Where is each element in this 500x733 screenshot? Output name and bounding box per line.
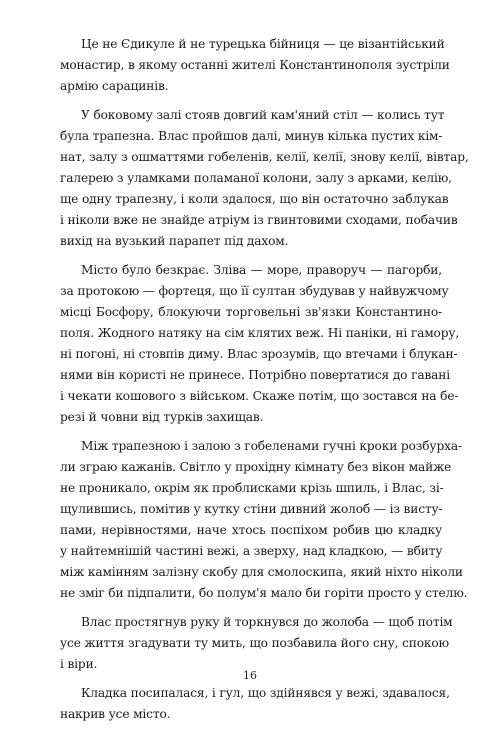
text-line: місці Босфору, блокуючи торговельні зв'язки Константино- [60,305,442,319]
page-number: 16 [243,669,257,682]
text-line: нат, залу з ошматтями гобеленів, келії, келії, знову келії, вівтар, [60,150,469,164]
text-line: і ніколи вже не знайде атріум із гвинтовими сходами, побачив [60,213,458,227]
text-line: пами, нерівностями, наче хтось поспіхом робив цю кладку [60,523,442,537]
text-line: за протокою — фортеця, що її султан збудував у найвужчому [60,284,449,298]
text-line: ли зграю кажанів. Світло у прохідну кімнату без вікон майже [60,460,452,474]
text-line: не зміг би підпалити, бо полум'я мало би горіти просто у стелю. [60,586,468,600]
text-line: усе життя згадувати ту мить, що позбавила його сну, спокою [60,636,450,650]
text-line: Це не Єдикуле й не турецька бійниця — це візантійський [81,37,445,51]
text-line: поля. Жодного натяку на сім клятих веж. Ні паніки, ні гамору, [60,326,460,340]
paragraph-1 [60,34,450,97]
text-line: нями він користі не принесе. Потрібно повертатися до гавані [60,368,450,382]
text-line: між камінням залізну скобу для смолоскипа, який ніхто ніколи [60,565,463,579]
text-line: і чекати кошового з військом. Скаже потім, що зостався на бе- [60,389,459,403]
text-line: галерею з уламками поламаної колони, залу з арками, келію, [60,171,452,185]
text-line: і віри. [60,657,98,671]
text-line: Влас простягнув руку й торкнувся до жолоба — щоб потім [81,615,453,629]
page-body [60,34,469,733]
text-line: ще одну трапезну, і коли здалося, що він остаточно заблукав [60,192,449,206]
text-line: була трапезна. Влас пройшов далі, минув кілька пустих кім- [60,129,443,143]
text-line: накрив усе місто. [60,707,171,721]
text-line: резі й човни від турків захищав. [60,410,264,424]
text-line: армію сарацинів. [60,79,169,93]
text-line: вихід на вузький парапет під дахом. [60,234,289,248]
text-line: Кладка посипалася, і гул, що здійнявся у вежі, здавалося, [81,686,450,700]
paragraph-2 [60,105,469,252]
text-line: У боковому залі стояв довгий кам'яний стіл — колись тут [81,108,445,122]
text-line: ні погоні, ні стовпів диму. Влас зрозумів, що втечами і блукан- [60,347,458,361]
paragraph-6 [60,683,450,725]
text-line: Між трапезною і залою з гобеленами гучні кроки розбурха- [81,439,462,453]
text-line: монастир, в якому останні жителі Константинополя зустріли [60,58,450,72]
text-line: не проникало, окрім як проблисками крізь шпиль, і Влас, зі- [60,481,444,495]
text-line: щулившись, помітив у кутку стіни дивний жолоб — із висту- [60,502,443,516]
paragraph-3 [60,260,460,428]
paragraph-4 [60,436,468,604]
text-line: Місто було безкрає. Зліва — море, праворуч — пагорби, [81,263,442,277]
text-line: у найтемнішій частині вежі, а зверху, над кладкою, — вбиту [60,544,443,558]
paragraph-5 [60,612,453,675]
